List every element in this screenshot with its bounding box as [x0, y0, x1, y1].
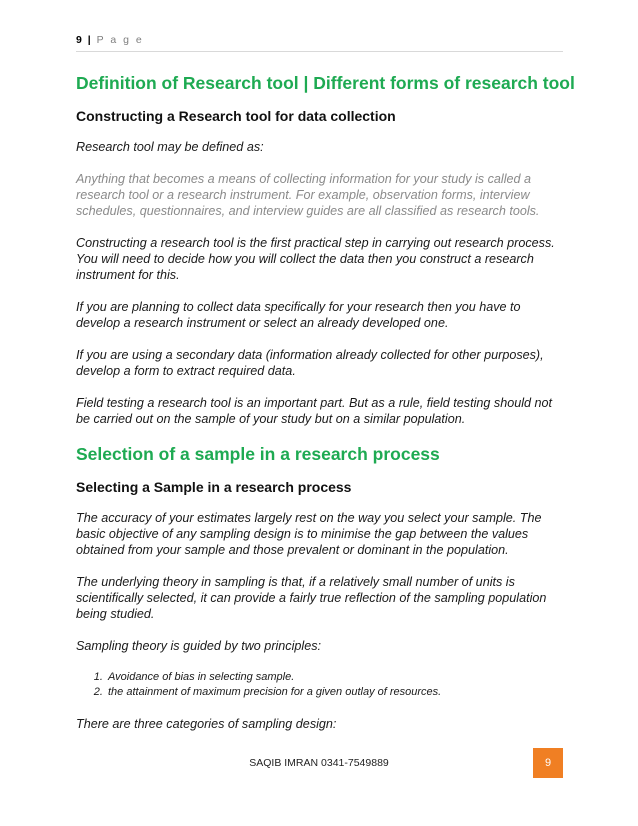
header-page-number: 9	[76, 34, 82, 46]
section-1-paragraph: If you are using a secondary data (information already collected for other purposes), develop a form to extract required data.	[76, 348, 544, 378]
list-item: 1. Avoidance of bias in selecting sample.	[106, 670, 566, 685]
section-1-subtitle: Constructing a Research tool for data collection	[76, 108, 396, 124]
section-2-paragraph: The accuracy of your estimates largely rest on the way you select your sample. The basic objective of any sampling design is to minimise the gap between the values obtained from your sample and those prevalent or dominant in the population.	[76, 511, 542, 557]
page-header	[76, 34, 563, 52]
page-content	[76, 72, 575, 748]
section-1-intro: Research tool may be defined as:	[76, 140, 264, 154]
section-2-paragraph: Sampling theory is guided by two principles:	[76, 639, 322, 653]
section-2-subtitle: Selecting a Sample in a research process	[76, 479, 352, 495]
section-2-title: Selection of a sample in a research process	[76, 444, 440, 464]
section-1-title: Definition of Research tool | Different forms of research tool	[76, 73, 575, 93]
principles-list	[76, 670, 566, 700]
header-page-label: P a g e	[96, 34, 144, 46]
section-1-paragraph: Constructing a research tool is the first practical step in carrying out research process. You will need to decide how you will collect the data then you construct a research instrument for this.	[76, 236, 555, 282]
header-separator: |	[87, 34, 91, 46]
footer-page-number-badge: 9	[533, 748, 563, 778]
footer-author: SAQIB IMRAN 0341-7549889	[249, 757, 389, 769]
section-1-definition: Anything that becomes a means of collecting information for your study is called a research tool or a research instrument. For example, observation forms, interview schedules, questionnaires, and interview guides are all classified as research tools.	[76, 172, 540, 218]
section-2-paragraph: The underlying theory in sampling is that, if a relatively small number of units is scientifically selected, it can provide a fairly true reflection of the sampling population being studied.	[76, 575, 547, 621]
list-item: 2. the attainment of maximum precision for a given outlay of resources.	[106, 685, 566, 700]
section-1-paragraph: Field testing a research tool is an important part. But as a rule, field testing should not be carried out on the sample of your study but on a similar population.	[76, 396, 553, 426]
section-2-closing: There are three categories of sampling design:	[76, 717, 337, 731]
section-1-paragraph: If you are planning to collect data specifically for your research then you have to develop a research instrument or select an already developed one.	[76, 300, 521, 330]
